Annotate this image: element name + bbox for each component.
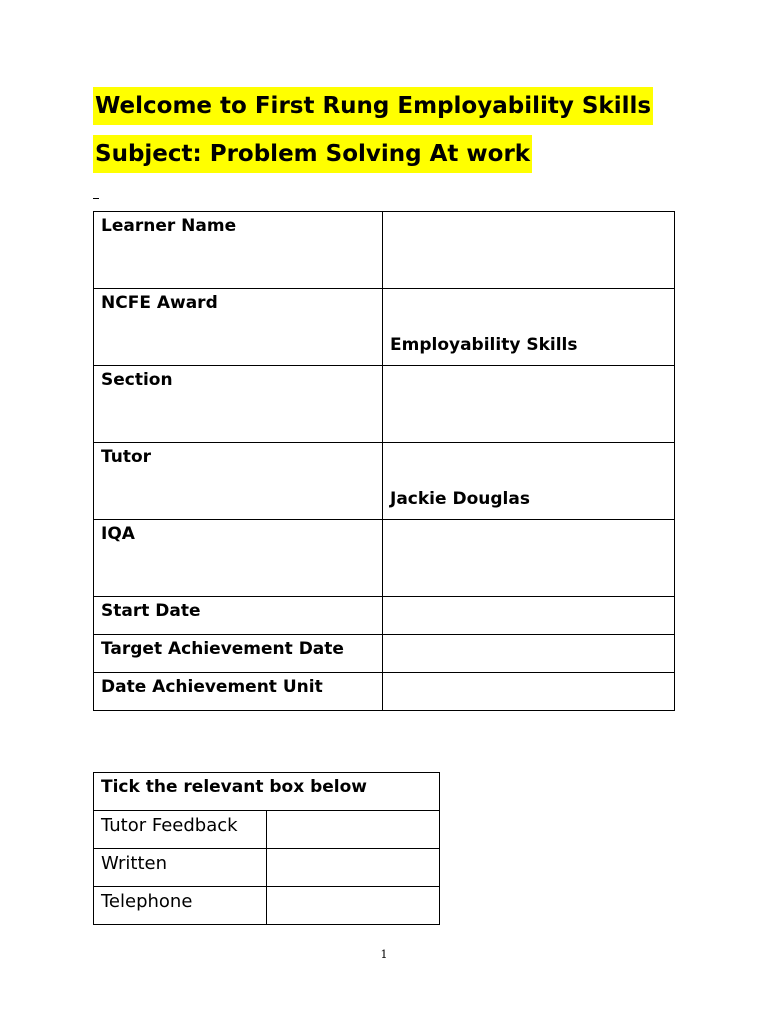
target-achievement-date-label: Target Achievement Date: [94, 635, 383, 673]
tutor-feedback-checkbox[interactable]: [267, 811, 440, 849]
iqa-field[interactable]: [383, 520, 675, 597]
table-row: [94, 811, 440, 849]
telephone-checkbox[interactable]: [267, 887, 440, 925]
ncfe-award-field[interactable]: [383, 289, 675, 366]
tutor-feedback-option: Tutor Feedback: [94, 811, 267, 849]
start-date-field[interactable]: [383, 597, 675, 635]
tutor-field[interactable]: [383, 443, 675, 520]
page-number: 1: [380, 948, 388, 961]
table-row: [94, 289, 675, 366]
telephone-option: Telephone: [94, 887, 267, 925]
learner-name-label: Learner Name: [94, 212, 383, 289]
divider-mark: [93, 198, 99, 199]
table-row: [94, 887, 440, 925]
table-row: [94, 443, 675, 520]
written-checkbox[interactable]: [267, 849, 440, 887]
written-option: Written: [94, 849, 267, 887]
table-row: [94, 212, 675, 289]
date-achievement-unit-label: Date Achievement Unit: [94, 673, 383, 711]
iqa-label: IQA: [94, 520, 383, 597]
document-title: Welcome to First Rung Employability Skills: [93, 87, 653, 125]
start-date-label: Start Date: [94, 597, 383, 635]
ncfe-award-value: Employability Skills: [390, 335, 578, 355]
table-row: [94, 673, 675, 711]
section-field[interactable]: [383, 366, 675, 443]
table-row: [94, 635, 675, 673]
ncfe-award-label: NCFE Award: [94, 289, 383, 366]
date-achievement-unit-field[interactable]: [383, 673, 675, 711]
section-label: Section: [94, 366, 383, 443]
learner-name-field[interactable]: [383, 212, 675, 289]
table-row: [94, 520, 675, 597]
table-row: [94, 597, 675, 635]
table-row: [94, 849, 440, 887]
tutor-label: Tutor: [94, 443, 383, 520]
tutor-value: Jackie Douglas: [390, 489, 530, 509]
table-row: [94, 773, 440, 811]
feedback-type-table: [93, 772, 440, 925]
target-achievement-date-field[interactable]: [383, 635, 675, 673]
learner-details-table: [93, 211, 675, 711]
tick-instructions: Tick the relevant box below: [94, 773, 440, 811]
table-row: [94, 366, 675, 443]
document-subject: Subject: Problem Solving At work: [93, 135, 532, 173]
